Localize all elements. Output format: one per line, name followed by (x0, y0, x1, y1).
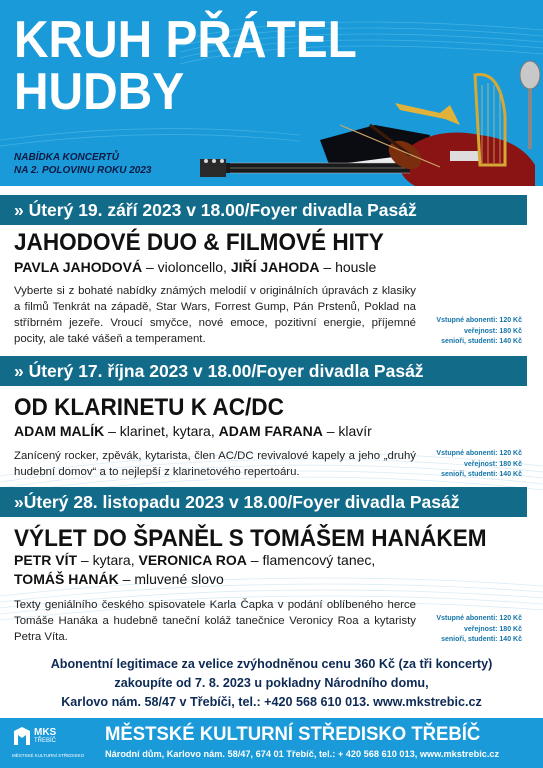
poster-header (0, 0, 543, 186)
event-1-price-seniors: senioři, studenti: 140 Kč (441, 338, 522, 345)
event-1-performer-2-role: – housle (319, 259, 377, 275)
event-3-price-seniors: senioři, studenti: 140 Kč (441, 636, 522, 643)
event-3-prices (410, 614, 522, 646)
event-2-price-subscribers: Vstupné abonenti: 120 Kč (436, 450, 522, 457)
mks-logo (8, 723, 85, 765)
event-2-description: Zanícený rocker, zpěvák, kytarista, člen AC/DC revivalové kapely a jeho „druhý hudební domov“ a to nejlepší z klarinetového repertoáru. (14, 450, 416, 478)
event-3-performers-line1 (14, 551, 375, 569)
event-2-performer-2-name: ADAM FARANA (218, 423, 323, 439)
event-2-performers (14, 422, 372, 440)
event-2-date: » Úterý 17. října 2023 v 18.00/Foyer divadla Pasáž (0, 356, 527, 386)
subscription-notice-line1: Abonentní legitimace za velice zvýhodněnou cenu 360 Kč (za tři koncerty) (50, 657, 493, 671)
event-2-performer-2-role: – klavír (322, 423, 372, 439)
poster-subtitle-line1: NABÍDKA KONCERTŮ (14, 152, 119, 163)
event-2-performer-1-role: – klarinet, kytara, (104, 423, 219, 439)
subscription-notice-line3: Karlovo nám. 58/47 v Třebíči, tel.: +420 568 610 013. www.mkstrebic.cz (61, 695, 482, 709)
event-1-prices (410, 316, 522, 348)
poster-subtitle-line2: NA 2. POLOVINU ROKU 2023 (14, 165, 152, 176)
event-1-performers (14, 258, 376, 276)
event-1-title: JAHODOVÉ DUO & FILMOVÉ HITY (14, 229, 384, 256)
microphone-icon (520, 61, 540, 149)
mks-logo-title: MKS (34, 727, 57, 738)
organization-name: MĚSTSKÉ KULTURNÍ STŘEDISKO TŘEBÍČ (105, 723, 481, 745)
event-3-performer-1-name: PETR VÍT (14, 552, 78, 568)
event-3-performer-1-role: – kytara, (77, 552, 139, 568)
subscription-notice-line2: zakoupíte od 7. 8. 2023 u pokladny Národního domu, (114, 676, 429, 690)
poster-title-line2: HUDBY (14, 63, 185, 121)
poster-subtitle (14, 151, 184, 177)
event-3-performer-2-role: – flamencový tanec, (246, 552, 376, 568)
event-1-price-subscribers: Vstupné abonenti: 120 Kč (436, 317, 522, 324)
event-3-description: Texty geniálního českého spisovatele Karla Čapka v podání oblíbeného herce Tomáše Hanáka a hudebně taneční koláž tanečnice Veronicy Roa a kytaristy Petra Víta. (14, 599, 416, 643)
event-1-performer-1-role: – violoncello, (142, 259, 231, 275)
event-2-title: OD KLARINETU K AC/DC (14, 394, 284, 421)
event-1-price-public: veřejnost: 180 Kč (464, 327, 522, 335)
mks-logo-subtitle: TŘEBÍČ (34, 738, 57, 744)
instruments-illustration (200, 55, 543, 186)
event-2-performer-1-name: ADAM MALÍK (14, 423, 105, 439)
event-3-performer-2-name: VERONICA ROA (138, 552, 247, 568)
event-3-price-subscribers: Vstupné abonenti: 120 Kč (436, 615, 522, 622)
mks-logo-bottom-text: MĚSTSKÉ KULTURNÍ STŘEDISKO (12, 753, 85, 758)
event-2-price-seniors: senioři, studenti: 140 Kč (441, 471, 522, 478)
event-3-performer-3-role: – mluvené slovo (118, 571, 224, 587)
event-1-date: » Úterý 19. září 2023 v 18.00/Foyer divadla Pasáž (0, 195, 527, 225)
event-3-price-public: veřejnost: 180 Kč (464, 625, 522, 633)
event-3-performers-line2 (14, 570, 224, 588)
organization-address: Národní dům, Karlovo nám. 58/47, 674 01 Třebíč, tel.: + 420 568 610 013, www.mkstrebic.cz (105, 749, 500, 759)
mks-logo-mark-icon (12, 725, 32, 747)
event-1-performer-2-name: JIŘÍ JAHODA (230, 259, 320, 275)
event-1-description: Vyberte si z bohaté nabídky známých melodií v originálních úpravách z klasiky a filmů Tenkrát na západě, Star Wars, Forrest Gump, Pán Prstenů, Poklad na stříbrném jezeře. Vroucí smyčce, nové emoce, pozitivní energie, příjemné pocity, ale také vášeň a temperament. (14, 285, 416, 345)
event-1-performer-1-name: PAVLA JAHODOVÁ (14, 259, 143, 275)
event-3-performer-3-name: TOMÁŠ HANÁK (14, 571, 119, 587)
event-3-title: VÝLET DO ŠPANĚL S TOMÁŠEM HANÁKEM (14, 525, 487, 552)
poster-title-line1: KRUH PŘÁTEL (14, 11, 357, 69)
trumpet-icon (395, 103, 460, 125)
subscription-notice (0, 655, 543, 712)
poster-footer (0, 718, 543, 768)
event-2-prices (410, 449, 522, 481)
event-3-date: »Úterý 28. listopadu 2023 v 18.00/Foyer divadla Pasáž (0, 487, 527, 517)
event-2-price-public: veřejnost: 180 Kč (464, 460, 522, 468)
